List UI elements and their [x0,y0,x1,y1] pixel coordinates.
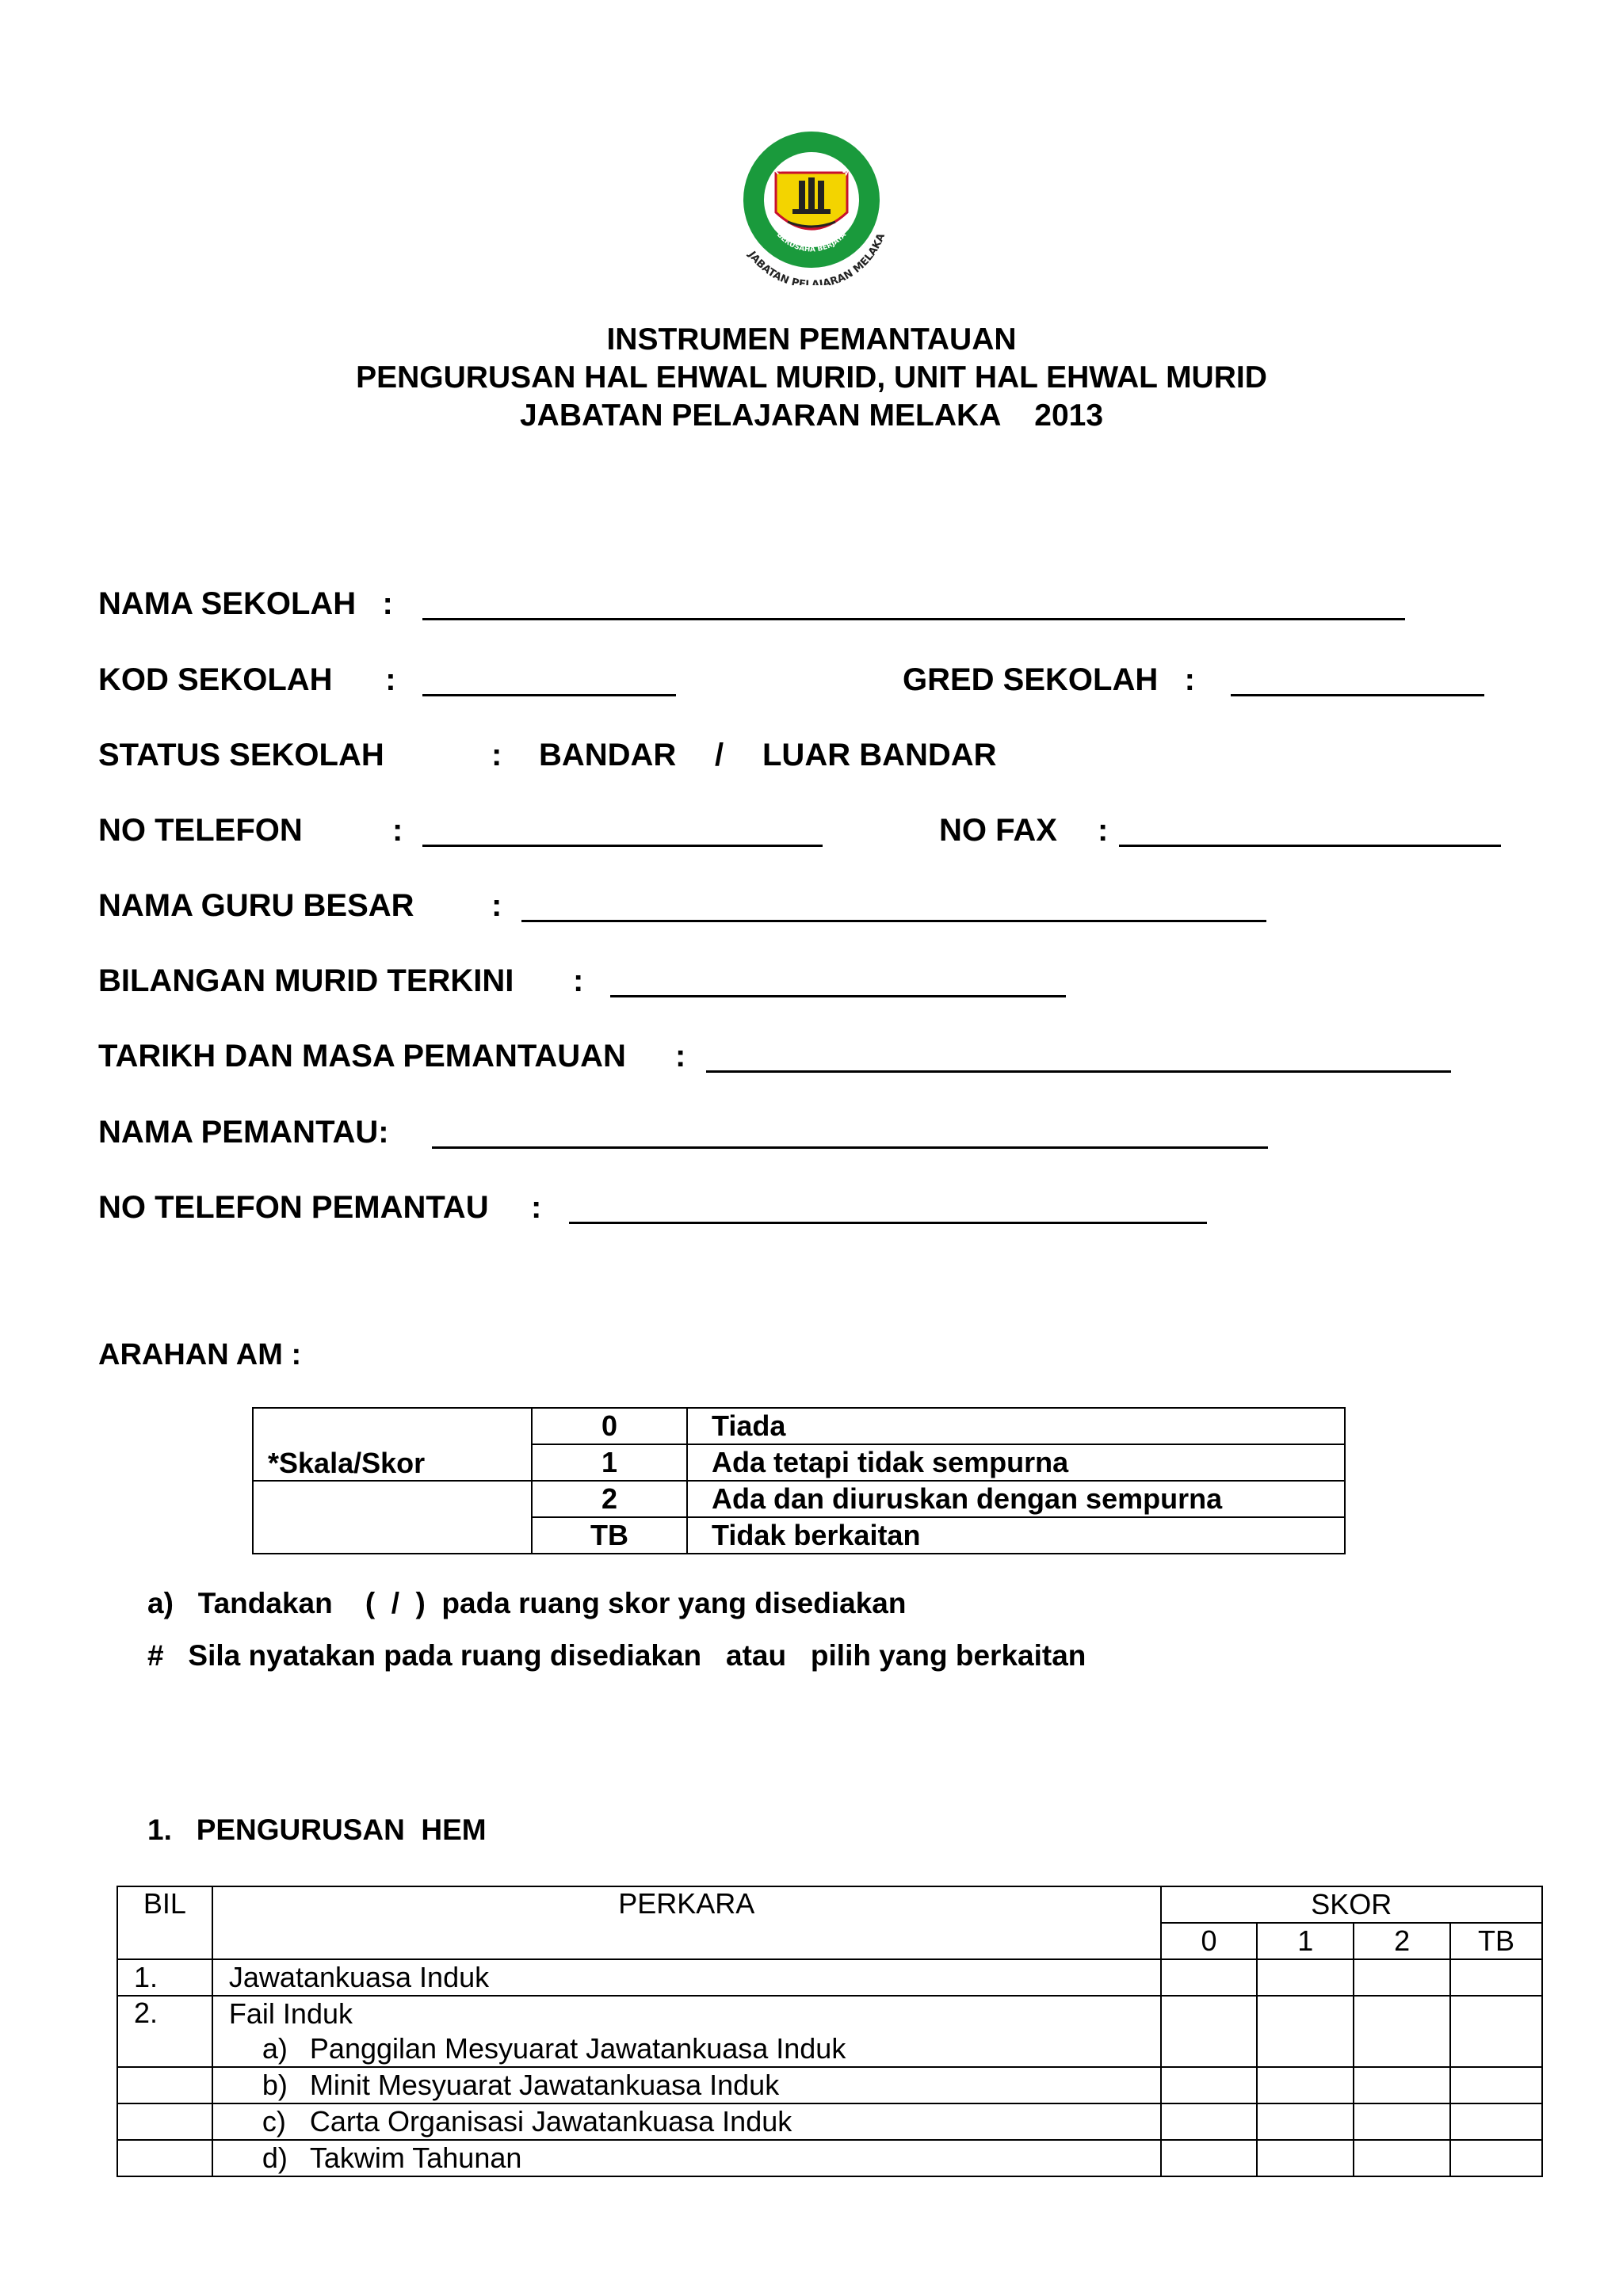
no-telefon-pemantau-label: NO TELEFON PEMANTAU [98,1190,489,1225]
row-bil-empty [117,2140,212,2176]
score-cell[interactable] [1257,1959,1354,1996]
sub-item-text: Minit Mesyuarat Jawatankuasa Induk [309,2069,780,2101]
page-title-line3: JABATAN PELAJARAN MELAKA 2013 [519,399,1104,433]
arahan-am-heading: ARAHAN AM : [98,1338,302,1371]
score-cell[interactable] [1354,2067,1450,2103]
note-tandakan: a) Tandakan ( / ) pada ruang skor yang disediakan [147,1587,907,1619]
score-cell[interactable] [1161,1959,1258,1996]
sub-item [212,2140,1161,2176]
status-sekolah-label: STATUS SEKOLAH [98,738,384,772]
sub-item-mark: d) [262,2142,288,2174]
logo-outer-text: JABATAN PELAJARAN MELAKA [745,231,888,285]
table-sub-row [117,2140,1542,2176]
sub-item-text: Panggilan Mesyuarat Jawatankuasa Induk [309,2032,846,2065]
score-cell[interactable] [1354,1996,1450,2067]
sub-item-mark: a) [262,2032,288,2065]
row-bil: 2. [117,1996,212,2067]
scale-score: TB [532,1517,687,1554]
sub-item-text: Carta Organisasi Jawatankuasa Induk [309,2105,792,2138]
table-row [117,1959,1542,1996]
score-cell[interactable] [1354,1959,1450,1996]
no-fax-label: NO FAX [939,813,1057,848]
scale-desc: Ada tetapi tidak sempurna [687,1444,1345,1481]
nama-guru-besar-colon: : [491,888,502,923]
nama-sekolah-field[interactable] [422,618,1405,620]
sub-item-text: Takwim Tahunan [309,2142,522,2174]
row-bil-empty [117,2103,212,2140]
status-option-luar-bandar[interactable]: LUAR BANDAR [762,738,997,772]
tarikh-masa-label: TARIKH DAN MASA PEMANTAUAN [98,1039,626,1074]
logo-ring-bottom-text: BERUSAHA BERJAYA [774,231,849,254]
jpn-melaka-crest-icon [732,127,891,285]
score-cell[interactable] [1161,2140,1258,2176]
nama-guru-besar-label: NAMA GURU BESAR [98,888,414,923]
gred-sekolah-label: GRED SEKOLAH : [903,662,1195,697]
sub-item [212,2103,1161,2140]
score-cell[interactable] [1450,2103,1542,2140]
skor-col-0: 0 [1161,1923,1258,1959]
score-cell[interactable] [1450,2067,1542,2103]
table-header-row [117,1886,1542,1923]
scale-label-empty [253,1481,532,1554]
score-cell[interactable] [1354,2140,1450,2176]
table-row [117,1996,1542,2031]
tarikh-masa-field[interactable] [706,1070,1451,1073]
scale-score: 2 [532,1481,687,1517]
sub-item [212,2031,1161,2067]
skor-col-tb: TB [1450,1923,1542,1959]
kod-sekolah-field[interactable] [422,694,676,696]
perkara-table [116,1886,1543,2177]
nama-pemantau-label: NAMA PEMANTAU: [98,1115,389,1150]
no-telefon-colon: : [392,813,403,848]
scale-desc: Tiada [687,1408,1345,1444]
no-fax-field[interactable] [1119,845,1501,847]
score-cell[interactable] [1450,2140,1542,2176]
status-option-bandar[interactable]: BANDAR [539,738,677,772]
bilangan-murid-label: BILANGAN MURID TERKINI [98,963,514,998]
scale-row [253,1481,1345,1517]
no-telefon-field[interactable] [422,845,823,847]
score-cell[interactable] [1257,2140,1354,2176]
no-telefon-label: NO TELEFON [98,813,303,848]
score-cell[interactable] [1161,2067,1258,2103]
status-option-slash: / [715,738,724,772]
page-title-line1: INSTRUMEN PEMANTAUAN [606,322,1017,357]
bilangan-murid-colon: : [573,963,584,998]
nama-sekolah-label: NAMA SEKOLAH : [98,586,393,621]
kod-sekolah-label: KOD SEKOLAH : [98,662,396,697]
no-telefon-pemantau-colon: : [531,1190,542,1225]
score-cell[interactable] [1161,2103,1258,2140]
row-perkara: Jawatankuasa Induk [212,1959,1161,1996]
scale-desc: Ada dan diuruskan dengan sempurna [687,1481,1345,1517]
col-header-skor: SKOR [1161,1886,1542,1923]
scale-label: *Skala/Skor [253,1408,532,1481]
no-fax-colon: : [1098,813,1109,848]
score-cell[interactable] [1450,1996,1542,2067]
col-header-perkara: PERKARA [212,1886,1161,1959]
sub-item-mark: c) [262,2105,286,2138]
row-bil: 1. [117,1959,212,1996]
table-sub-row [117,2067,1542,2103]
col-header-bil: BIL [117,1886,212,1959]
score-cell[interactable] [1257,1996,1354,2067]
section-heading-pengurusan-hem: 1. PENGURUSAN HEM [147,1814,487,1846]
nama-guru-besar-field[interactable] [521,920,1266,922]
logo-ring-top-text: TEKUN BAGAIMANA [773,154,850,178]
score-cell[interactable] [1257,2067,1354,2103]
skor-col-2: 2 [1354,1923,1450,1959]
no-telefon-pemantau-field[interactable] [569,1222,1207,1224]
scale-score: 0 [532,1408,687,1444]
nama-pemantau-field[interactable] [432,1146,1268,1149]
bilangan-murid-field[interactable] [610,995,1066,997]
scale-table [252,1407,1346,1554]
score-cell[interactable] [1354,2103,1450,2140]
row-perkara: Fail Induk [212,1996,1161,2031]
sub-item [212,2067,1161,2103]
page-title-line2: PENGURUSAN HAL EHWAL MURID, UNIT HAL EHWAL MURID [356,360,1267,395]
score-cell[interactable] [1257,2103,1354,2140]
score-cell[interactable] [1161,1996,1258,2067]
sub-item-mark: b) [262,2069,288,2101]
scale-score: 1 [532,1444,687,1481]
status-sekolah-colon: : [491,738,502,772]
scale-desc: Tidak berkaitan [687,1517,1345,1554]
score-cell[interactable] [1450,1959,1542,1996]
note-sila-nyatakan: # Sila nyatakan pada ruang disediakan atau pilih yang berkaitan [147,1639,1086,1672]
scale-row [253,1408,1345,1444]
gred-sekolah-field[interactable] [1231,694,1484,696]
row-bil-empty [117,2067,212,2103]
table-sub-row [117,2103,1542,2140]
skor-col-1: 1 [1257,1923,1354,1959]
tarikh-masa-colon: : [675,1039,686,1074]
